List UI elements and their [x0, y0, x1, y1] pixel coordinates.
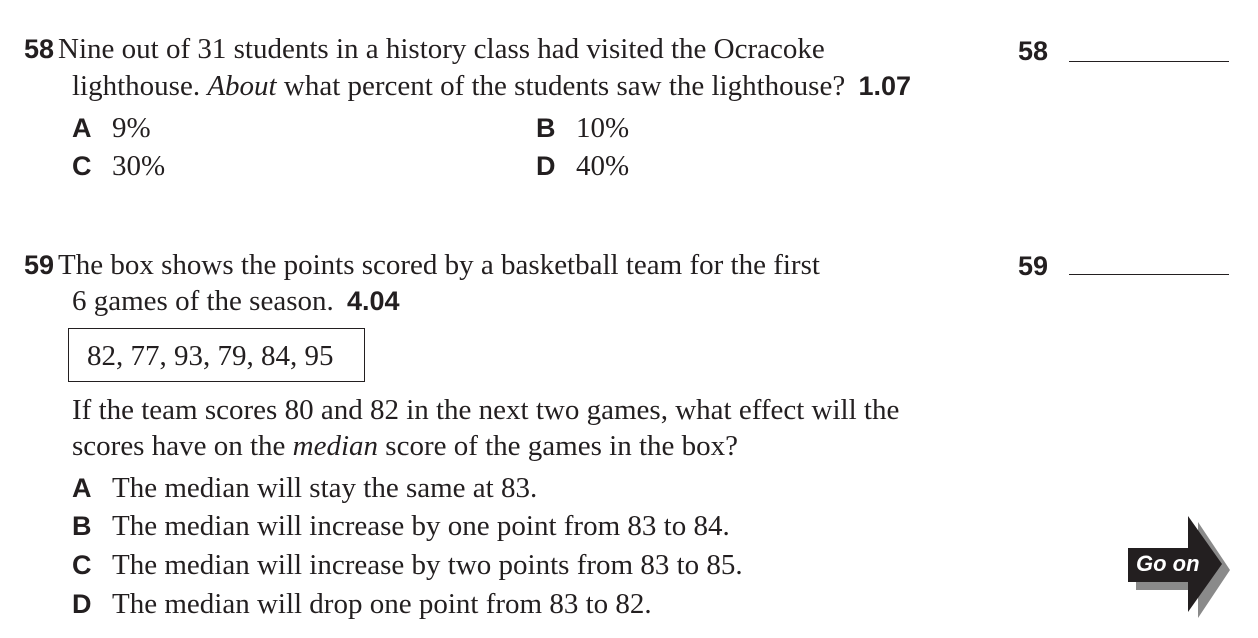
scores-values: 82, 77, 93, 79, 84, 95 [87, 340, 334, 372]
question-59-prompt-line1: If the team scores 80 and 82 in the next two games, what effect will the [72, 394, 900, 426]
go-on-label: Go on [1136, 551, 1200, 576]
option-text: 9% [112, 112, 151, 144]
question-58-text-line2-italic: About [207, 70, 277, 102]
option-text: 30% [112, 150, 166, 182]
question-59-prompt-line2-post: score of the games in the box? [378, 430, 738, 462]
question-58-text-line2-post: what percent of the students saw the lighthouse? [276, 70, 846, 102]
option-letter: D [72, 589, 92, 619]
option-letter: A [72, 473, 92, 503]
question-59-stem-line1 [24, 249, 820, 282]
option-text: The median will increase by one point from 83 to 84. [112, 510, 730, 542]
question-59-text-line2: 6 games of the season. [72, 285, 334, 317]
question-58-number: 58 [24, 34, 55, 64]
question-59-option-d[interactable] [72, 588, 652, 621]
question-58-stem-line1 [24, 33, 825, 66]
question-59-option-c[interactable] [72, 549, 743, 582]
option-text: The median will stay the same at 83. [112, 472, 538, 504]
question-58-option-a[interactable] [72, 112, 151, 145]
scores-data-box [68, 328, 365, 382]
answer-blank-59[interactable] [1069, 274, 1229, 275]
question-59-stem-line2 [72, 285, 400, 318]
question-59-prompt-line2-italic: median [292, 430, 379, 462]
option-text: 40% [576, 150, 630, 182]
option-letter: B [72, 511, 92, 541]
option-letter: D [536, 151, 556, 181]
option-letter: A [72, 113, 92, 143]
question-59-option-b[interactable] [72, 510, 730, 543]
answer-label-58: 58 [1018, 36, 1049, 66]
question-58-text-line2-pre: lighthouse. [72, 70, 208, 102]
question-58-option-d[interactable] [536, 150, 629, 183]
question-58-option-c[interactable] [72, 150, 165, 183]
option-letter: C [72, 550, 92, 580]
question-59-objective-code: 4.04 [347, 286, 400, 316]
option-text: 10% [576, 112, 630, 144]
question-59-number: 59 [24, 250, 55, 280]
answer-label-59: 59 [1018, 251, 1049, 281]
question-59-prompt-line2-pre: scores have on the [72, 430, 293, 462]
option-letter: C [72, 151, 92, 181]
question-59-prompt-line2 [72, 430, 738, 463]
question-58-stem-line2 [72, 70, 911, 103]
option-letter: B [536, 113, 556, 143]
question-58-option-b[interactable] [536, 112, 629, 145]
option-text: The median will increase by two points from 83 to 85. [112, 549, 743, 581]
question-59-option-a[interactable] [72, 472, 537, 505]
answer-blank-58[interactable] [1069, 61, 1229, 62]
question-58-objective-code: 1.07 [858, 71, 912, 101]
question-59-text-line1: The box shows the points scored by a basketball team for the first [58, 249, 820, 281]
option-text: The median will drop one point from 83 to 82. [112, 588, 652, 620]
question-58-text-line1: Nine out of 31 students in a history class had visited the Ocracoke [58, 33, 825, 65]
